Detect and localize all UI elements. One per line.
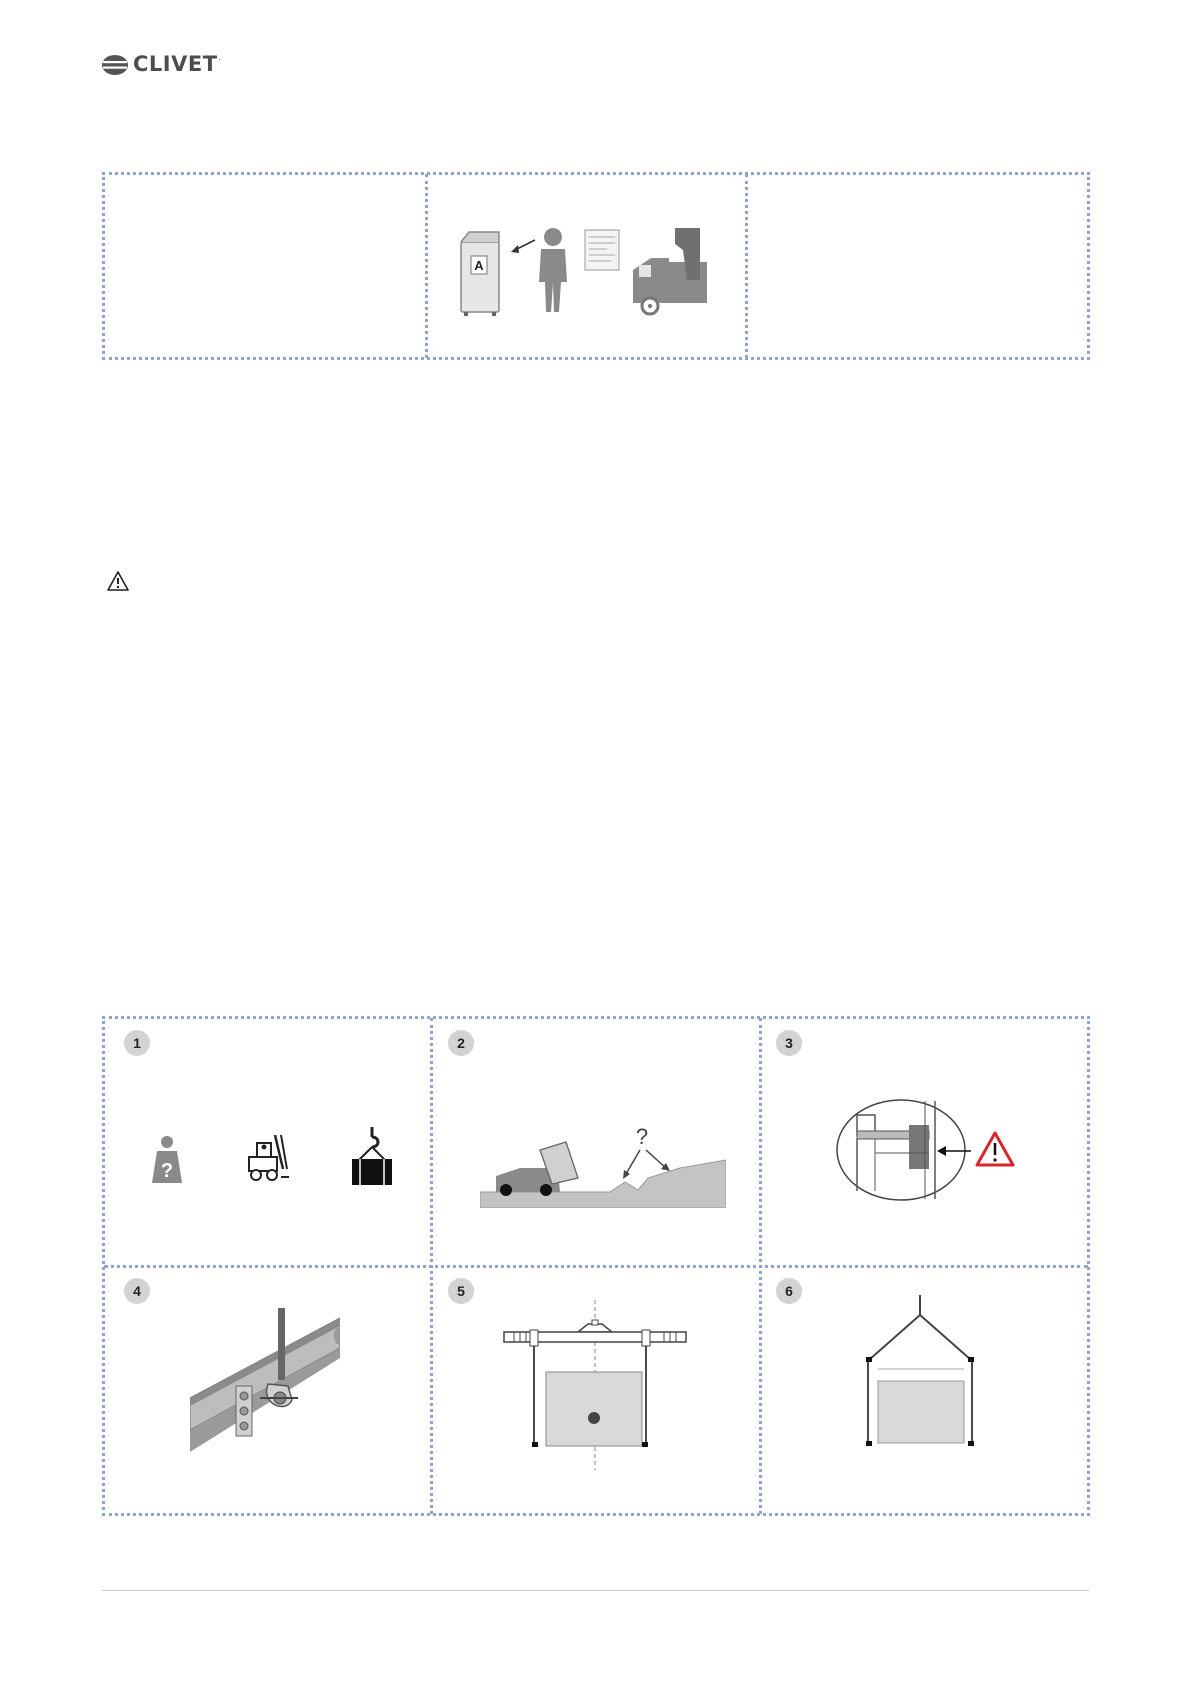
logo-text: CLIVET [133, 52, 218, 76]
clivet-logo [100, 50, 230, 80]
step-badge-3: 3 [776, 1030, 802, 1056]
step-badge-6: 6 [776, 1278, 802, 1304]
unit-label: A [474, 258, 484, 273]
panel-divider [745, 174, 748, 358]
panel-divider [104, 1265, 1088, 1268]
route-check-illustration [480, 1118, 726, 1208]
clivet-logo-mark-icon [100, 50, 132, 80]
question-mark: ? [635, 1124, 649, 1149]
logo-mark: · [218, 54, 222, 65]
sling-lift-illustration [860, 1295, 980, 1455]
weight-icon [150, 1135, 184, 1185]
svg-text:?: ? [160, 1160, 174, 1182]
warning-triangle-icon [106, 570, 130, 592]
step-badge-4: 4 [124, 1278, 150, 1304]
forklift-icon [245, 1133, 289, 1185]
crane-lift-icon [350, 1127, 394, 1185]
lifting-detail-illustration [835, 1095, 1015, 1205]
step-badge-5: 5 [448, 1278, 474, 1304]
delivery-check-illustration [455, 220, 725, 320]
spreader-bar-illustration [500, 1300, 690, 1470]
step-badge-1: 1 [124, 1030, 150, 1056]
panel-divider [425, 174, 428, 358]
footer-divider [102, 1590, 1089, 1591]
lifting-hook-illustration [190, 1308, 340, 1458]
step-badge-2: 2 [448, 1030, 474, 1056]
